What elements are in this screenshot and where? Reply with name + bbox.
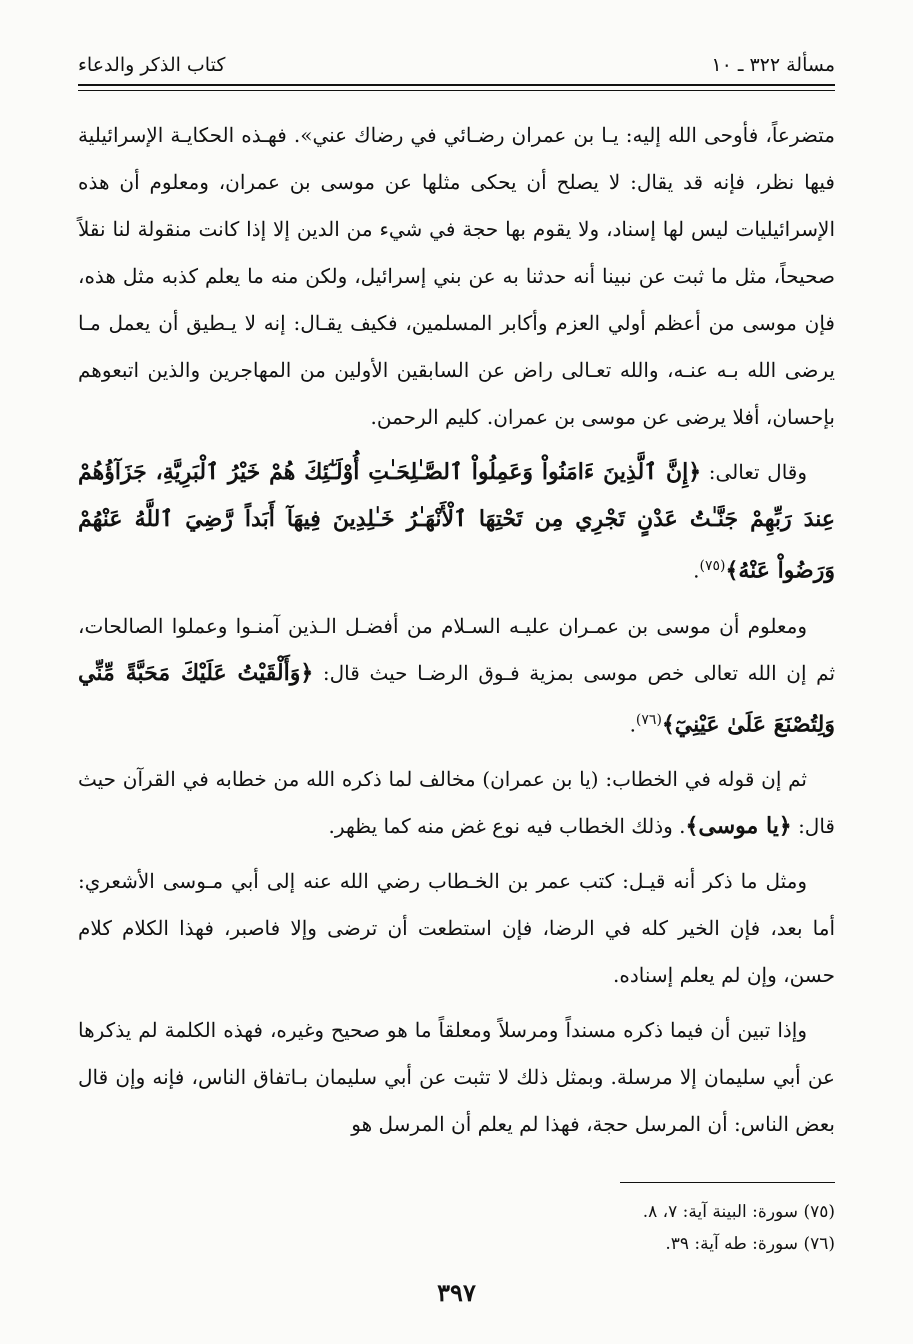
header-rule-thin	[78, 90, 835, 91]
quran-verse-75: ﴿إِنَّ ٱلَّذِينَ ءَامَنُواْ وَعَمِلُواْ ٱلصَّـٰلِحَـٰتِ أُوْلَـٰٓئِكَ هُمْ خَيْرُ ٱلْبَرِيَّةِ، جَزَآؤُهُمْ عِندَ رَبِّهِمْ جَنَّـٰتُ عَدْنٍ تَجْرِي مِن تَحْتِهَا ٱلْأَنْهَـٰرُ خَـٰلِدِينَ فِيهَآ أَبَداً رَّضِيَ ٱللَّهُ عَنْهُمْ وَرَضُواْ عَنْهُ﴾	[78, 459, 835, 584]
paragraph-2-tail: .	[693, 558, 700, 583]
paragraph-5: ومثل ما ذكر أنه قيـل: كتب عمر بن الخـطاب رضي الله عنه إلى أبي مـوسى الأشعري: أما بعد، فإن الخير كله في الرضا، فإن استطعت أن ترضى وإلا فاصبر، فهذا الكلام كلام حسن، وإن لم يعلم إسناده.	[78, 869, 835, 988]
page-number: ٣٩٧	[437, 1278, 476, 1307]
paragraph-3-tail: .	[629, 712, 636, 737]
header-section-number: مسألة ٣٢٢ ـ ١٠	[711, 54, 835, 76]
paragraph-3	[78, 603, 835, 749]
paragraph-6: وإذا تبين أن فيما ذكره مسنداً ومرسلاً ومعلقاً ما هو صحيح وغيره، فهذه الكلمة لم يذكرها عن أبي سليمان إلا مرسلة. وبمثل ذلك لا تثبت عن أبي سليمان بـاتفاق الناس، فإنه وإن قال بعض الناس: أن المرسل حجة، فهذا لم يعلم أن المرسل هو	[78, 1018, 835, 1137]
footnote-ref-76: (٧٦)	[635, 711, 662, 728]
paragraph-1: متضرعاً، فأوحى الله إليه: يـا بن عمران رضـائي في رضاك عني». فهـذه الحكايـة الإسرائيلية فيها نظر، فإنه قد يقال: لا يصلح أن يحكى مثلها عن موسى بن عمران، ومعلوم أن هذه الإسرائيليات ليس لها إسناد، ولا يقوم بها حجة في شيء من الدين إلا إذا كانت منقولة لنا نقلاً صحيحاً، مثل ما ثبت عن نبينا أنه حدثنا به عن بني إسرائيل، ولكن منه ما يعلم كذبه مثل هذه، فإن موسى من أعظم أولي العزم وأكابر المسلمين، فكيف يقـال: إنه لا يـطيق أن يعمل مـا يرضى الله بـه عنـه، والله تعـالى راض عن السابقين الأولين من المهاجرين والذين اتبعوهم بإحسان، أفلا يرضى عن موسى بن عمران. كليم الرحمن.	[78, 123, 835, 429]
paragraph-4-intro: ثم إن قوله في الخطاب: (يا بن عمران) مخالف لما ذكره الله من خطابه في القرآن حيث قال:	[78, 767, 835, 839]
paragraph-3-intro: ومعلوم أن موسى بن عمـران عليـه السـلام من أفضـل الـذين آمنـوا وعملوا الصالحات، ثم إن الله تعالى خص موسى بمزية فـوق الرضـا حيث قال:	[78, 613, 836, 685]
footnote-75: (٧٥) سورة: البينة آية: ٧، ٨.	[642, 1202, 835, 1222]
paragraph-4-tail: . وذلك الخطاب فيه نوع غض منه كما يظهر.	[328, 814, 686, 839]
paragraph-4	[78, 756, 835, 850]
footnote-76: (٧٦) سورة: طه آية: ٣٩.	[665, 1234, 835, 1254]
quran-verse-76: ﴿وَأَلْقَيْتُ عَلَيْكَ مَحَبَّةً مِّنِّي وَلِتُصْنَعَ عَلَىٰ عَيْنِيٓ﴾	[78, 659, 835, 738]
footnote-rule	[620, 1182, 835, 1183]
quran-ya-musa: ﴿يا موسى﴾	[685, 813, 792, 840]
footnotes	[78, 1196, 835, 1260]
paragraph-2	[78, 449, 835, 595]
main-text	[78, 112, 835, 1156]
header-rule-thick	[78, 84, 835, 86]
header-book-title: كتاب الذكر والدعاء	[78, 54, 226, 76]
footnote-ref-75: (٧٥)	[699, 558, 726, 574]
paragraph-2-intro: وقال تعالى:	[708, 460, 808, 484]
running-header	[78, 42, 835, 76]
